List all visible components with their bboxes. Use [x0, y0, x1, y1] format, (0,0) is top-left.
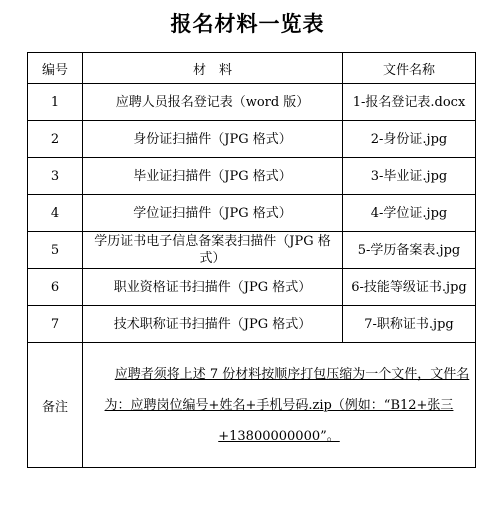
row-filename: 3-毕业证.jpg — [343, 158, 476, 195]
materials-table — [27, 52, 476, 468]
row-filename: 6-技能等级证书.jpg — [343, 269, 476, 306]
row-material: 身份证扫描件（JPG 格式） — [83, 121, 343, 158]
note-row — [28, 343, 476, 468]
row-no: 1 — [28, 84, 83, 121]
row-no: 7 — [28, 306, 83, 343]
table-row — [28, 306, 476, 343]
header-no: 编号 — [28, 53, 83, 84]
row-filename: 5-学历备案表.jpg — [343, 232, 476, 269]
table-row — [28, 269, 476, 306]
note-cell — [83, 343, 476, 468]
row-filename: 2-身份证.jpg — [343, 121, 476, 158]
page-title: 报名材料一览表 — [170, 11, 325, 36]
header-filename: 文件名称 — [343, 53, 476, 84]
row-no: 2 — [28, 121, 83, 158]
row-no: 6 — [28, 269, 83, 306]
table-row — [28, 158, 476, 195]
table-row — [28, 195, 476, 232]
table-row — [28, 232, 476, 269]
row-no: 4 — [28, 195, 83, 232]
row-no: 5 — [28, 232, 83, 269]
row-material: 毕业证扫描件（JPG 格式） — [83, 158, 343, 195]
row-no: 3 — [28, 158, 83, 195]
row-material: 学历证书电子信息备案表扫描件（JPG 格式） — [83, 232, 343, 269]
row-material: 应聘人员报名登记表（word 版） — [83, 84, 343, 121]
row-filename: 7-职称证书.jpg — [343, 306, 476, 343]
note-label: 备注 — [28, 343, 83, 468]
row-material: 学位证扫描件（JPG 格式） — [83, 195, 343, 232]
table-row — [28, 84, 476, 121]
table-row — [28, 121, 476, 158]
note-paragraph — [85, 359, 473, 452]
row-filename: 1-报名登记表.docx — [343, 84, 476, 121]
header-material: 材 料 — [83, 53, 343, 84]
row-material: 职业资格证书扫描件（JPG 格式） — [83, 269, 343, 306]
row-material: 技术职称证书扫描件（JPG 格式） — [83, 306, 343, 343]
row-filename: 4-学位证.jpg — [343, 195, 476, 232]
note-text: 应聘者须将上述 7 份材料按顺序打包压缩为一个文件，文件名为：应聘岗位编号+姓名+手机号码.zip（例如：“B12+张三+13800000000”。 — [104, 366, 470, 444]
table-header-row — [28, 53, 476, 84]
